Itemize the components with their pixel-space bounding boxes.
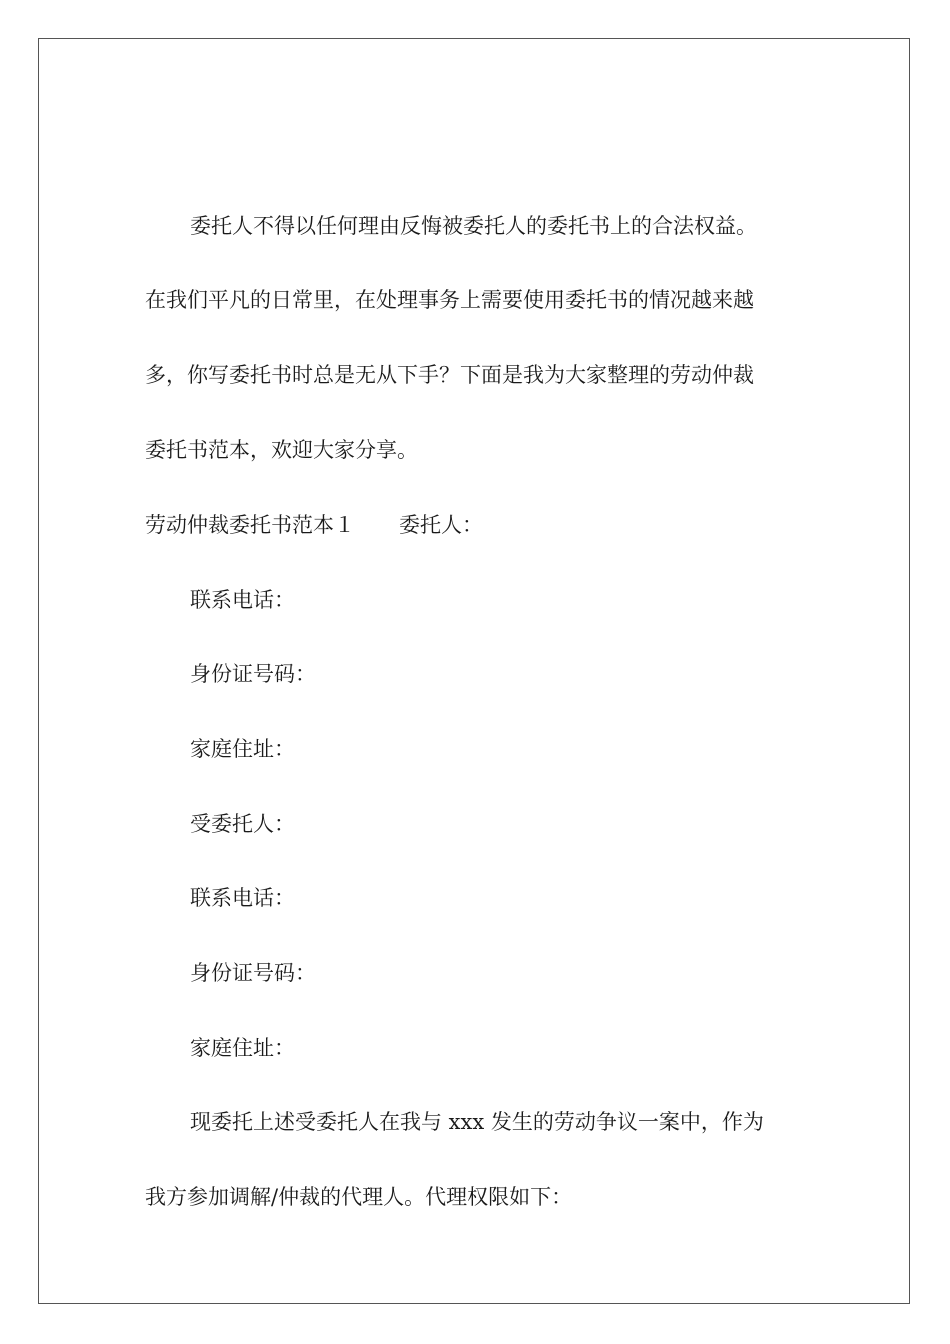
body-paragraph-line: 在我们平凡的日常里，在处理事务上需要使用委托书的情况越来越 <box>145 288 754 312</box>
principal-phone-label: 联系电话： <box>190 588 295 612</box>
principal-id-label: 身份证号码： <box>190 662 316 686</box>
agent-address-label: 家庭住址： <box>190 1036 295 1060</box>
agent-label: 受委托人： <box>190 812 295 836</box>
sample-heading-row <box>145 510 483 540</box>
intro-paragraph-line: 委托人不得以任何理由反悔被委托人的委托书上的合法权益。 <box>190 214 757 238</box>
principal-address-label: 家庭住址： <box>190 737 295 761</box>
body-paragraph-line: 委托书范本，欢迎大家分享。 <box>145 438 418 462</box>
principal-label: 委托人： <box>399 513 483 537</box>
authorization-paragraph-line: 现委托上述受委托人在我与 xxx 发生的劳动争议一案中，作为 <box>190 1110 764 1134</box>
body-paragraph-line: 多，你写委托书时总是无从下手？下面是我为大家整理的劳动仲裁 <box>145 363 754 387</box>
sample-title: 劳动仲裁委托书范本１ <box>145 513 355 537</box>
agent-id-label: 身份证号码： <box>190 961 316 985</box>
authorization-paragraph-line: 我方参加调解/仲裁的代理人。代理权限如下： <box>145 1185 573 1209</box>
agent-phone-label: 联系电话： <box>190 886 295 910</box>
